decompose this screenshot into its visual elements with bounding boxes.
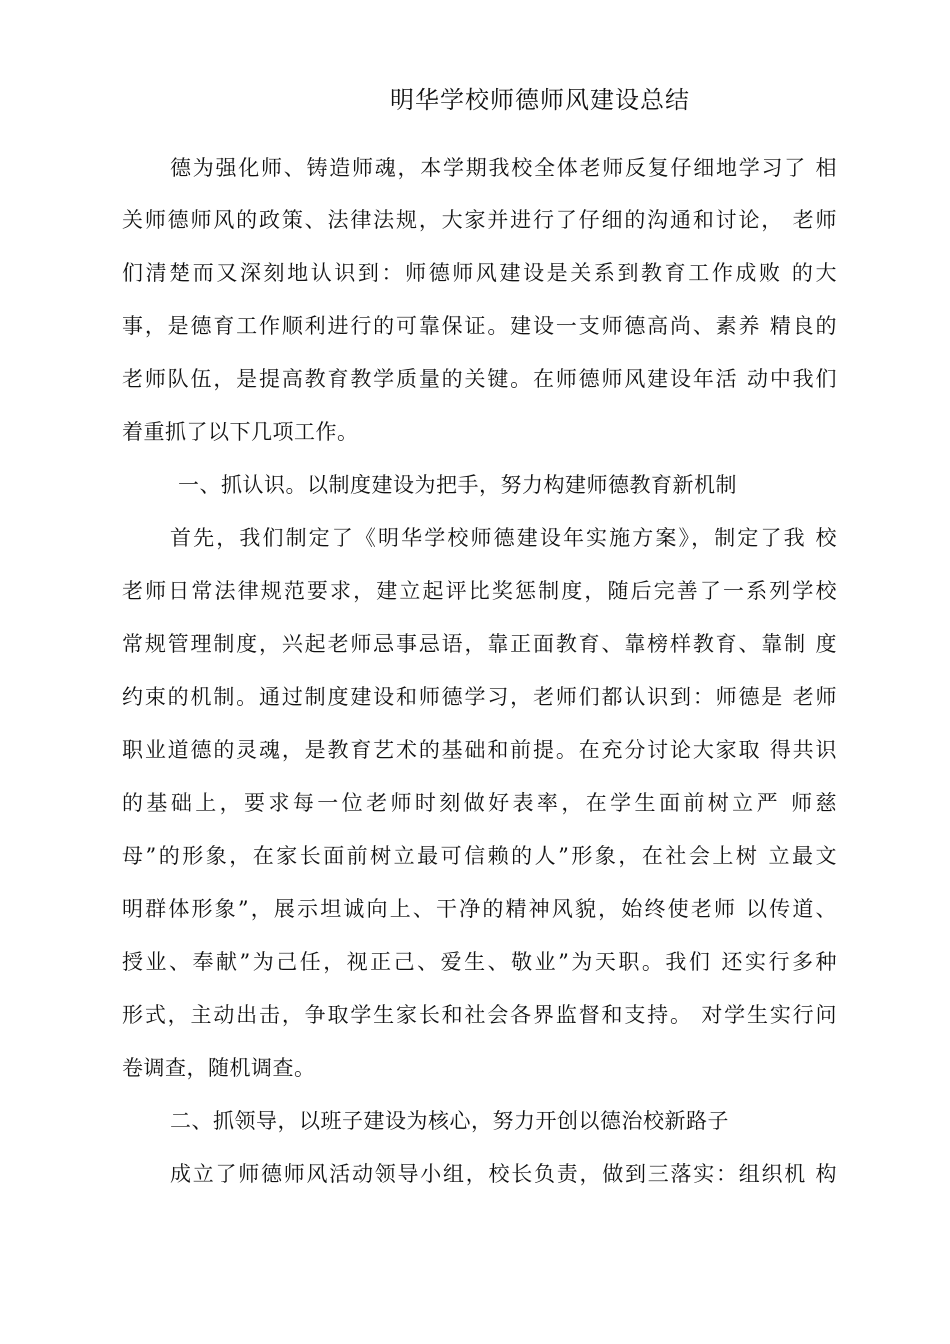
paragraph-line: 母”的形象，在家长面前树立最可信赖的人”形象，在社会上树 立最文: [122, 844, 837, 868]
paragraph-line: 着重抓了以下几项工作。: [122, 420, 359, 444]
paragraph-line: 老师日常法律规范要求，建立起评比奖惩制度，随后完善了一系列学校: [122, 579, 837, 603]
paragraph-line: 关师德师风的政策、法律法规，大家并进行了仔细的沟通和讨论， 老师: [122, 208, 837, 232]
paragraph-line: 常规管理制度，兴起老师忌事忌语，靠正面教育、靠榜样教育、靠制 度: [122, 632, 837, 656]
document-title: 明华学校师德师风建设总结: [390, 86, 690, 114]
paragraph-line: 卷调查，随机调查。: [122, 1056, 316, 1080]
paragraph-line: 老师队伍，是提高教育教学质量的关键。在师德师风建设年活 动中我们: [122, 367, 837, 391]
paragraph-line: 约束的机制。通过制度建设和师德学习，老师们都认识到：师德是 老师: [122, 685, 837, 709]
paragraph-line: 成立了师德师风活动领导小组，校长负责，做到三落实：组织机 构: [170, 1162, 837, 1186]
paragraph-line: 明群体形象”，展示坦诚向上、干净的精神风貌，始终使老师 以传道、: [122, 897, 837, 921]
section-heading: 一、抓认识。以制度建设为把手，努力构建师德教育新机制: [178, 473, 737, 497]
paragraph-line: 形式，主动出击，争取学生家长和社会各界监督和支持。 对学生实行问: [122, 1003, 837, 1027]
paragraph-line: 职业道德的灵魂，是教育艺术的基础和前提。在充分讨论大家取 得共识: [122, 738, 837, 762]
paragraph-line: 首先，我们制定了《明华学校师德建设年实施方案》，制定了我 校: [170, 526, 837, 550]
section-heading: 二、抓领导，以班子建设为核心，努力开创以德治校新路子: [170, 1109, 729, 1133]
paragraph-line: 们清楚而又深刻地认识到：师德师风建设是关系到教育工作成败 的大: [122, 261, 837, 285]
paragraph-line: 事，是德育工作顺利进行的可靠保证。建设一支师德高尚、素养 精良的: [122, 314, 837, 338]
paragraph-line: 授业、奉献”为己任，视正己、爱生、敬业”为天职。我们 还实行多种: [122, 950, 837, 974]
paragraph-line: 德为强化师、铸造师魂，本学期我校全体老师反复仔细地学习了 相: [170, 156, 837, 180]
paragraph-line: 的基础上，要求每一位老师时刻做好表率，在学生面前树立严 师慈: [122, 791, 837, 815]
